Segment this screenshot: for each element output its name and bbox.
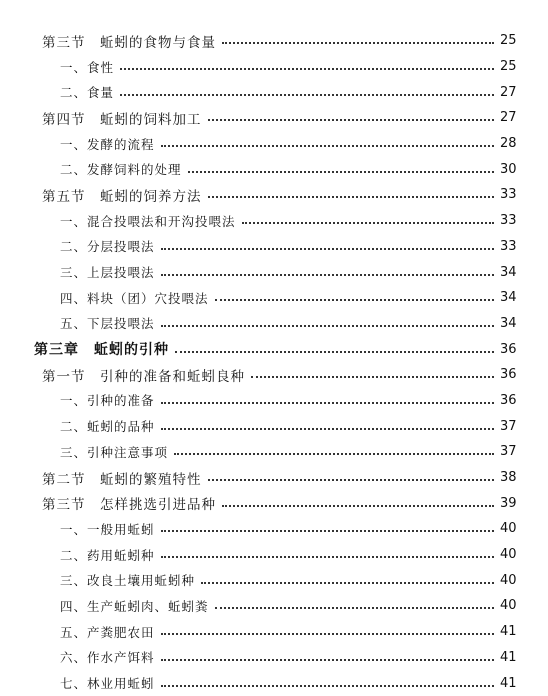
- toc-entry-item: [0, 542, 548, 568]
- toc-entry-title: 三、改良土壤用蚯蚓种: [60, 573, 196, 589]
- toc-entry-page-number: 28: [500, 136, 517, 152]
- toc-entry-page-number: 33: [500, 238, 517, 254]
- toc-entry-title: 四、生产蚯蚓肉、蚯蚓粪: [60, 598, 209, 614]
- toc-entry-item: [0, 593, 548, 619]
- toc-entry-item: [0, 567, 548, 593]
- toc-entry-page-number: 27: [500, 110, 517, 126]
- toc-entry-page-number: 37: [500, 444, 517, 460]
- toc-entry-title: 二、食量: [60, 85, 115, 101]
- table-of-contents: [0, 28, 548, 696]
- toc-entry-title: 二、药用蚯蚓种: [60, 547, 155, 563]
- toc-entry-page-number: 36: [500, 367, 517, 383]
- toc-entry-item: [0, 234, 548, 260]
- toc-entry-item: [0, 54, 548, 80]
- dot-leader: [161, 273, 494, 276]
- toc-entry-title: 五、下层投喂法: [60, 316, 155, 332]
- toc-entry-item: [0, 670, 548, 696]
- toc-entry-title: 一、混合投喂法和开沟投喂法: [60, 213, 236, 229]
- toc-entry-page-number: 40: [500, 521, 517, 537]
- toc-entry-item: [0, 311, 548, 337]
- dot-leader: [222, 504, 494, 507]
- toc-entry-item: [0, 516, 548, 542]
- dot-leader: [251, 375, 494, 378]
- dot-leader: [161, 144, 494, 147]
- toc-entry-item: [0, 259, 548, 285]
- toc-entry-page-number: 40: [500, 547, 517, 563]
- toc-entry-title: 第三章 蚯蚓的引种: [34, 342, 169, 359]
- dot-leader: [215, 606, 494, 609]
- toc-entry-page-number: 41: [500, 675, 517, 691]
- toc-entry-title: 二、蚯蚓的品种: [60, 419, 155, 435]
- toc-entry-item: [0, 285, 548, 311]
- toc-entry-title: 第五节 蚯蚓的饲养方法: [42, 188, 202, 205]
- dot-leader: [161, 658, 494, 661]
- toc-entry-page-number: 39: [500, 495, 517, 511]
- toc-entry-item: [0, 413, 548, 439]
- dot-leader: [161, 555, 494, 558]
- toc-entry-page-number: 25: [500, 59, 517, 75]
- toc-entry-title: 四、料块（团）穴投喂法: [60, 290, 209, 306]
- toc-entry-page-number: 37: [500, 418, 517, 434]
- toc-entry-title: 五、产粪肥农田: [60, 624, 155, 640]
- toc-entry-title: 第一节 引种的准备和蚯蚓良种: [42, 368, 245, 385]
- toc-entry-item: [0, 208, 548, 234]
- toc-entry-section: [0, 182, 548, 208]
- toc-entry-title: 一、一般用蚯蚓: [60, 521, 155, 537]
- toc-entry-item: [0, 79, 548, 105]
- toc-entry-page-number: 38: [500, 470, 517, 486]
- toc-entry-item: [0, 388, 548, 414]
- toc-entry-page-number: 25: [500, 33, 517, 49]
- toc-entry-title: 六、作水产饵料: [60, 650, 155, 666]
- toc-entry-page-number: 40: [500, 572, 517, 588]
- toc-entry-title: 七、林业用蚯蚓: [60, 676, 155, 692]
- toc-entry-item: [0, 156, 548, 182]
- dot-leader: [161, 401, 494, 404]
- dot-leader: [222, 41, 494, 44]
- toc-entry-page-number: 33: [500, 213, 517, 229]
- toc-entry-title: 第三节 蚯蚓的食物与食量: [42, 34, 216, 51]
- dot-leader: [188, 170, 494, 173]
- toc-entry-title: 第四节 蚯蚓的饲料加工: [42, 111, 202, 128]
- toc-entry-title: 第二节 蚯蚓的繁殖特性: [42, 471, 202, 488]
- toc-entry-item: [0, 439, 548, 465]
- toc-entry-title: 三、引种注意事项: [60, 444, 169, 460]
- toc-entry-page-number: 34: [500, 264, 517, 280]
- dot-leader: [161, 529, 494, 532]
- toc-entry-page-number: 41: [500, 649, 517, 665]
- dot-leader: [215, 298, 494, 301]
- toc-entry-section: [0, 362, 548, 388]
- dot-leader: [174, 452, 494, 455]
- toc-entry-page-number: 34: [500, 290, 517, 306]
- dot-leader: [208, 478, 495, 481]
- dot-leader: [120, 67, 494, 70]
- toc-entry-title: 一、食性: [60, 59, 115, 75]
- toc-entry-title: 第三节 怎样挑选引进品种: [42, 497, 216, 514]
- toc-entry-page-number: 30: [500, 161, 517, 177]
- toc-entry-chapter: [0, 336, 548, 362]
- toc-entry-page-number: 36: [500, 392, 517, 408]
- toc-entry-item: [0, 131, 548, 157]
- toc-entry-page-number: 34: [500, 315, 517, 331]
- dot-leader: [161, 684, 494, 687]
- dot-leader: [120, 93, 494, 96]
- dot-leader: [201, 581, 494, 584]
- toc-entry-page-number: 33: [500, 187, 517, 203]
- toc-entry-section: [0, 105, 548, 131]
- toc-entry-title: 二、分层投喂法: [60, 239, 155, 255]
- toc-entry-title: 一、引种的准备: [60, 393, 155, 409]
- toc-entry-page-number: 27: [500, 84, 517, 100]
- toc-entry-section: [0, 28, 548, 54]
- dot-leader: [242, 221, 494, 224]
- dot-leader: [161, 632, 494, 635]
- toc-entry-section: [0, 490, 548, 516]
- toc-entry-title: 二、发酵饲料的处理: [60, 162, 182, 178]
- toc-entry-item: [0, 619, 548, 645]
- dot-leader: [208, 118, 495, 121]
- dot-leader: [161, 427, 494, 430]
- toc-entry-page-number: 41: [500, 624, 517, 640]
- dot-leader: [175, 350, 494, 353]
- toc-entry-title: 三、上层投喂法: [60, 265, 155, 281]
- toc-entry-item: [0, 645, 548, 671]
- toc-entry-section: [0, 465, 548, 491]
- toc-entry-page-number: 40: [500, 598, 517, 614]
- dot-leader: [161, 247, 494, 250]
- dot-leader: [161, 324, 494, 327]
- toc-entry-page-number: 36: [500, 341, 517, 357]
- dot-leader: [208, 195, 495, 198]
- toc-entry-title: 一、发酵的流程: [60, 136, 155, 152]
